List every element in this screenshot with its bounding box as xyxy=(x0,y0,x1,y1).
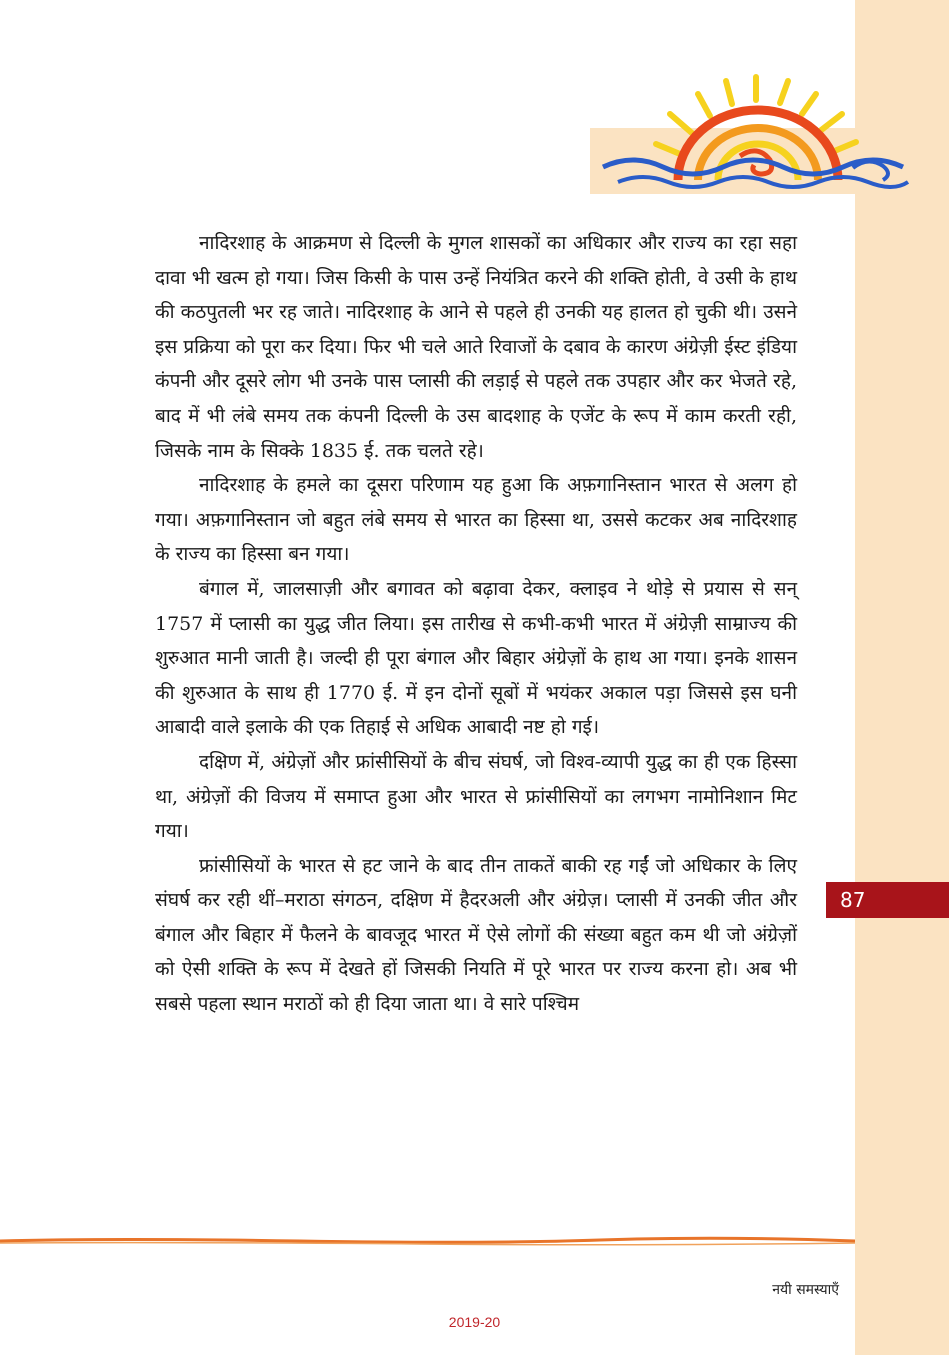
paragraph: फ्रांसीसियों के भारत से हट जाने के बाद तीन ताकतें बाकी रह गईं जो अधिकार के लिए संघर्ष कर रही थीं–मराठा संगठन, दक्षिण में हैदरअली और अंग्रेज़। प्लासी में उनकी जीत और बंगाल और बिहार में फैलने के बावजूद भारत में ऐसे लोगों की संख्या बहुत कम थी जो अंग्रेज़ों को ऐसी शक्ति के रूप में देखते हों जिसकी नियति में पूरे भारत पर राज्य करना हो। अब भी सबसे पहला स्थान मराठों को ही दिया जाता था। वे सारे पश्चिम xyxy=(155,854,797,1016)
side-margin-strip xyxy=(855,0,949,1355)
page-number-tab xyxy=(826,882,949,918)
paragraph: दक्षिण में, अंग्रेज़ों और फ्रांसीसियों के बीच संघर्ष, जो विश्व-व्यापी युद्ध का ही एक हिस्सा था, अंग्रेज़ों की विजय में समाप्त हुआ और भारत से फ्रांसीसियों का लगभग नामोनिशान मिट गया। xyxy=(155,750,797,843)
body-text xyxy=(155,226,797,1022)
paragraph: नादिरशाह के हमले का दूसरा परिणाम यह हुआ कि अफ़गानिस्तान भारत से अलग हो गया। अफ़गानिस्तान जो बहुत लंबे समय से भारत का हिस्सा था, उससे कटकर अब नादिरशाह के राज्य का हिस्सा बन गया। xyxy=(155,474,797,566)
chapter-title: नयी समस्याएँ xyxy=(772,1282,839,1298)
paragraph: नादिरशाह के आक्रमण से दिल्ली के मुगल शासकों का अधिकार और राज्य का रहा सहा दावा भी खत्म हो गया। जिस किसी के पास उन्हें नियंत्रित करने की शक्ति होती, वे उसी के हाथ की कठपुतली भर रह जाते। नादिरशाह के आने से पहले ही उनकी यह हालत हो चुकी थी। उसने इस प्रक्रिया को पूरा कर दिया। फिर भी चले आते रिवाजों के दबाव के कारण अंग्रेज़ी ईस्ट इंडिया कंपनी और दूसरे लोग भी उनके पास प्लासी की लड़ाई से पहले तक उपहार और कर भेजते रहे, बाद में भी लंबे समय तक कंपनी दिल्ली के उस बादशाह के एजेंट के रूप में काम करती रही, जिसके नाम के सिक्के 1835 ई. तक चलते रहे। xyxy=(155,232,797,462)
edition-year: 2019-20 xyxy=(448,1314,501,1330)
paragraph: बंगाल में, जालसाज़ी और बगावत को बढ़ावा देकर, क्लाइव ने थोड़े से प्रयास से सन् 1757 में प्लासी का युद्ध जीत लिया। इस तारीख से कभी-कभी भारत में अंग्रेज़ी साम्राज्य की शुरुआत मानी जाती है। जल्दी ही पूरा बंगाल और बिहार अंग्रेज़ों के हाथ आ गया। इनके शासन की शुरुआत के साथ ही 1770 ई. में इन दोनों सूबों में भयंकर अकाल पड़ा जिससे इस घनी आबादी वाले इलाके की एक तिहाई से अधिक आबादी नष्ट हो गई। xyxy=(155,577,797,739)
sun-over-waves-illustration xyxy=(598,72,928,202)
footer-rule xyxy=(0,1236,855,1246)
page-number: 87 xyxy=(840,888,866,912)
